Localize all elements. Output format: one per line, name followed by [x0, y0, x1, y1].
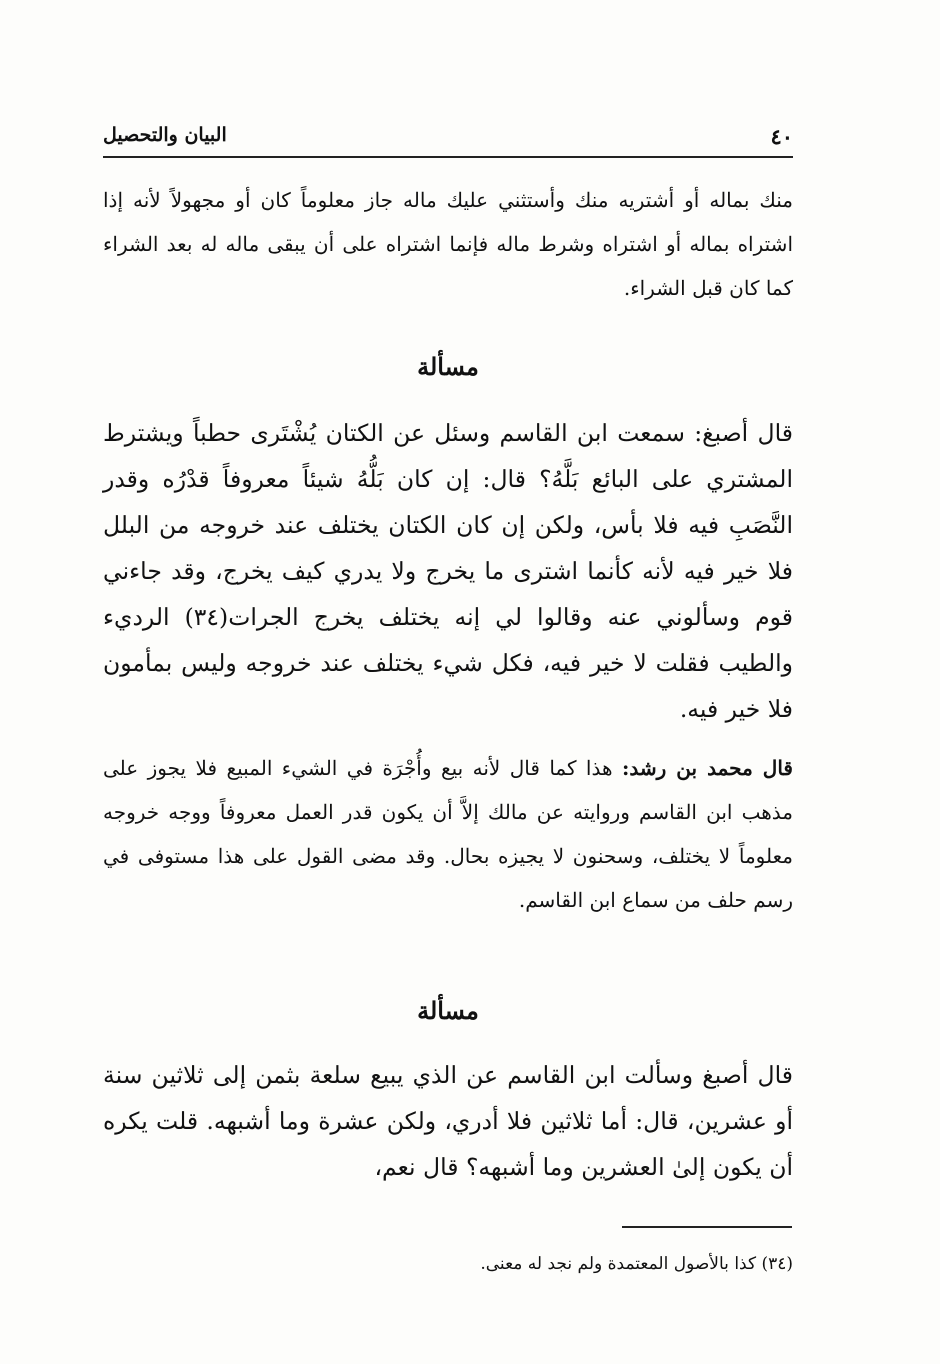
commentary-paragraph — [103, 746, 793, 922]
section-heading-1: مسألة — [417, 352, 479, 381]
question-paragraph-2: قال أصبغ وسألت ابن القاسم عن الذي يبيع سلعة بثمن إلى ثلاثين سنة أو عشرين، قال: أما ثلاثين فلا أدري، ولكن عشرة وما أشبهه. قلت يكره أن يكون إلىٰ العشرين وما أشبهه؟ قال نعم، — [103, 1061, 793, 1181]
running-title: البيان والتحصيل — [103, 124, 227, 146]
question-paragraph-1: قال أصبغ: سمعت ابن القاسم وسئل عن الكتان يُشْتَرى حطباً ويشترط المشتري على البائع بَلَّهُ؟ قال: إن كان بَلُّهُ شيئاً معروفاً قدْرُه وقدر النَّصَبِ فيه فلا بأس، ولكن إن كان الكتان يختلف عند خروجه من البلل فلا خير فيه لأنه كأنما اشترى ما يخرج ولا يدري كيف يخرج، وقد جاءني قوم وسألوني عنه وقالوا لي إنه يختلف يخرج الجرات(٣٤) الرديء والطيب فقلت لا خير فيه، فكل شيء يختلف عند خروجه وليس بمأمون فلا خير فيه. — [103, 419, 793, 723]
intro-paragraph: منك بماله أو أشتريه منك وأستثني عليك ماله جاز معلوماً كان أو مجهولاً لأنه إذا اشتراه بماله أو اشتراه وشرط ماله فإنما اشتراه على أن يبقى ماله له بعد الشراء كما كان قبل الشراء. — [103, 188, 793, 300]
commentary-speaker: قال محمد بن رشد: — [621, 756, 793, 780]
commentary-text: هذا كما قال لأنه بيع وأُجْرَة في الشيء المبيع فلا يجوز على مذهب ابن القاسم وروايته عن مالك إلاَّ أن يكون قدر العمل معروفاً ووجه خروجه معلوماً لا يختلف، وسحنون لا يجيزه بحال. وقد مضى القول على هذا مستوفى في رسم حلف من سماع ابن القاسم. — [103, 756, 793, 912]
page-number: ٤٠ — [770, 124, 793, 149]
footnote-divider — [622, 1226, 792, 1228]
footnote: (٣٤) كذا بالأصول المعتمدة ولم نجد له معنى. — [480, 1254, 793, 1274]
page-header — [103, 118, 793, 158]
section-heading-2: مسألة — [417, 996, 479, 1025]
